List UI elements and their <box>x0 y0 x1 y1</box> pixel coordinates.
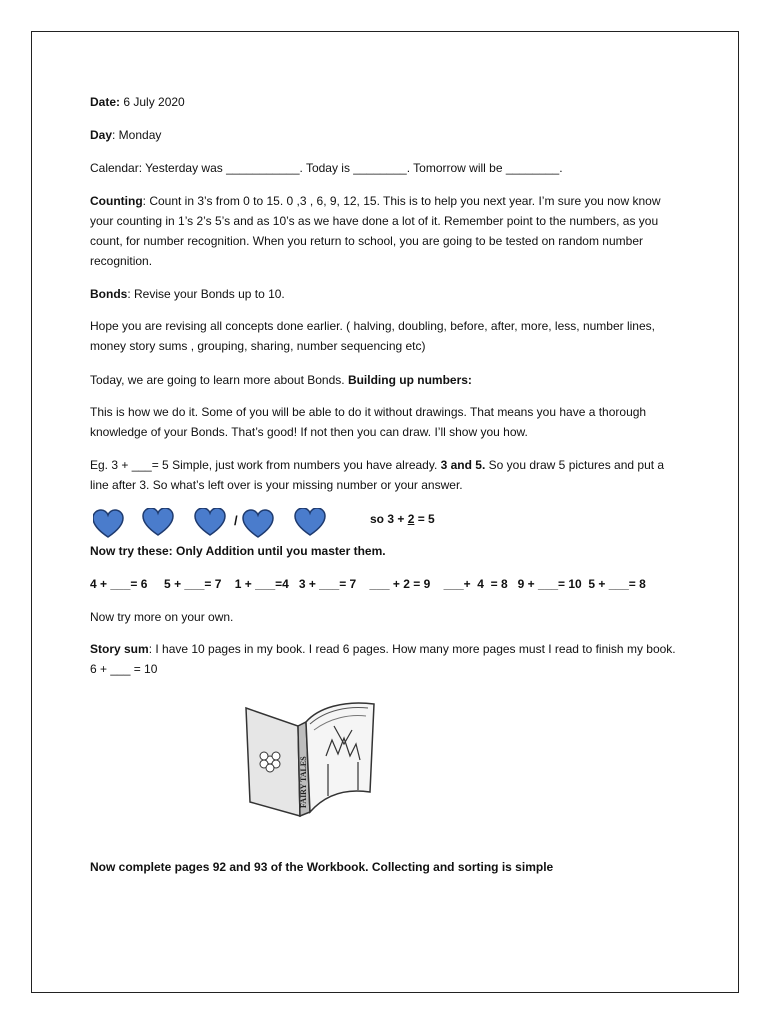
bonds-label: Bonds <box>90 287 128 301</box>
heart-icon <box>143 508 173 535</box>
bonds-text: : Revise your Bonds up to 10. <box>127 287 285 301</box>
complete-line: Now complete pages 92 and 93 of the Workbook. Collecting and sorting is simple <box>90 860 554 874</box>
example-pre: Eg. 3 + ___= 5 Simple, just work from numbers you have already. <box>90 458 441 472</box>
story-label: Story sum <box>90 642 149 656</box>
how-paragraph: This is how we do it. Some of you will be able to do it without drawings. That means you have a thorough knowledge of your Bonds. That’s good! If not then you can draw. I’ll show you how. <box>90 405 647 439</box>
day-label: Day <box>90 128 113 142</box>
revising-paragraph: Hope you are revising all concepts done earlier. ( halving, doubling, before, after, more, less, number lines, money story sums , grouping, sharing, number sequencing etc) <box>90 319 655 353</box>
answer-number: 2 <box>407 512 415 526</box>
counting-text: : Count in 3’s from 0 to 15. 0 ,3 , 6, 9, 12, 15. This is to help you next year. I’m sure you now know your counting in 1’s 2’s 5’s and as 10’s as we have done a lot of it. Remember point to the numbers, as you count, for number recognition. When you return to school, you are going to be tested on random number recognition. <box>90 194 661 268</box>
own-line: Now try more on your own. <box>90 610 234 624</box>
example-paragraph <box>90 455 680 495</box>
heart-icon <box>243 510 273 537</box>
calendar-line: Calendar: Yesterday was ___________. Today is ________. Tomorrow will be ________. <box>90 161 563 175</box>
counting-paragraph <box>90 191 680 271</box>
book-title: FAIRY TALES <box>299 756 308 808</box>
problems-line: 4 + ___= 6 5 + ___= 7 1 + ___=4 3 + ___= 7 ___ + 2 = 9 ___+ 4 = 8 9 + ___= 10 5 + ___= 8 <box>90 577 646 591</box>
counting-label: Counting <box>90 194 143 208</box>
answer-line <box>370 509 490 529</box>
example-post: So you draw 5 pictures and put a line after 3. So what’s left over is your missing number or your answer. <box>90 458 665 492</box>
answer-pre: so 3 + <box>370 512 408 526</box>
day-line <box>90 125 680 145</box>
day-value: : Monday <box>112 128 162 142</box>
date-value: 6 July 2020 <box>120 95 185 109</box>
date-label: Date: <box>90 95 121 109</box>
answer-post: = 5 <box>414 512 435 526</box>
book-icon <box>240 700 380 820</box>
divider-slash: / <box>234 513 238 528</box>
try-these-heading: Now try these: Only Addition until you master them. <box>90 544 386 558</box>
example-bold: 3 and 5. <box>440 458 486 472</box>
hearts-illustration <box>93 508 353 538</box>
story-paragraph <box>90 639 680 679</box>
today-line <box>90 370 680 390</box>
today-text: Today, we are going to learn more about Bonds. <box>90 373 348 387</box>
building-heading: Building up numbers: <box>347 373 472 387</box>
heart-icon <box>195 508 225 535</box>
bonds-line <box>90 284 680 304</box>
heart-icon <box>93 510 123 537</box>
story-text: : I have 10 pages in my book. I read 6 pages. How many more pages must I read to finish my book. 6 + ___ = 10 <box>90 642 676 676</box>
date-line <box>90 92 680 112</box>
heart-icon <box>295 508 325 535</box>
